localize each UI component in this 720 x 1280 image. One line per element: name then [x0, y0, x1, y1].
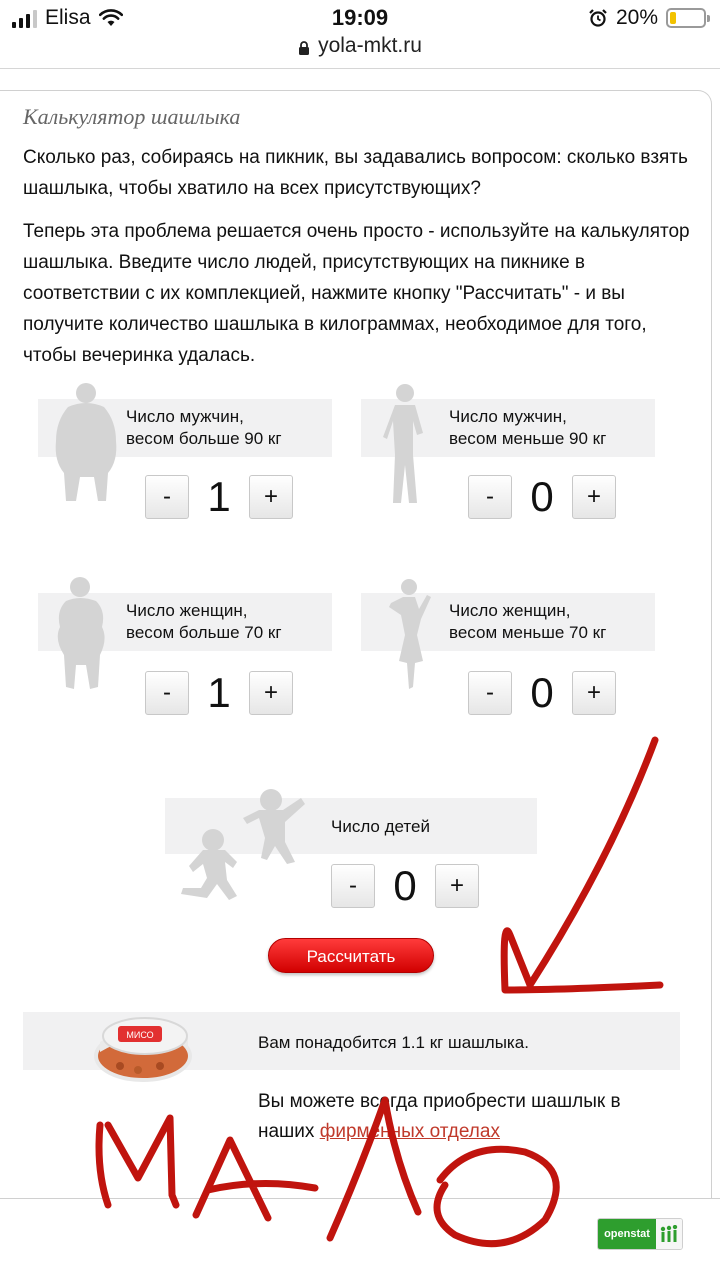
carrier-name: Elisa: [45, 6, 91, 29]
women-light-plus-button[interactable]: +: [572, 671, 616, 715]
men-heavy-value: 1: [207, 473, 231, 520]
women-light-block: [361, 593, 655, 733]
men-heavy-counter: [145, 473, 293, 521]
women-light-value: 0: [530, 669, 554, 716]
men-light-block: [361, 399, 655, 539]
women-heavy-label: Число женщин, весом больше 70 кг: [126, 601, 282, 642]
battery-percent: 20%: [615, 6, 658, 29]
openstat-counter-badge[interactable]: openstat: [597, 1218, 683, 1250]
calculate-button[interactable]: Рассчитать: [268, 938, 434, 973]
svg-text:MИСО: MИСО: [126, 1030, 154, 1040]
instructions-paragraph: Теперь эта проблема решается очень просто - используйте на калькулятор шашлыка. Введите число людей, присутствующих на пикнике в соответствии с их комплекцией, нажмите кнопку "Рассчитать" - и вы получите количество шашлыка в килограммах, необходимое для того, чтобы вечеринка удалась.: [23, 221, 690, 366]
status-bar: [0, 0, 720, 38]
men-heavy-minus-button[interactable]: -: [145, 475, 189, 519]
browser-divider: [0, 68, 720, 69]
slim-woman-silhouette-icon: [369, 575, 449, 715]
heavy-woman-silhouette-icon: [46, 575, 126, 715]
men-heavy-label: Число мужчин, весом больше 90 кг: [126, 407, 282, 448]
status-time: 19:09: [331, 5, 389, 30]
men-light-value: 0: [530, 473, 554, 520]
battery-icon: [666, 8, 706, 28]
men-heavy-block: [38, 399, 332, 539]
children-label: Число детей: [331, 817, 430, 836]
men-light-counter: [468, 473, 616, 521]
alarm-icon: [588, 8, 608, 28]
children-silhouette-icon: [171, 788, 311, 908]
stores-link[interactable]: фирменных отделах: [319, 1121, 500, 1142]
url-text: yola-mkt.ru: [318, 34, 422, 57]
slim-man-silhouette-icon: [369, 381, 449, 521]
children-counter: [331, 862, 479, 910]
address-bar[interactable]: [0, 34, 720, 58]
result-text: Вам понадобится 1.1 кг шашлыка.: [258, 1033, 529, 1052]
men-light-plus-button[interactable]: +: [572, 475, 616, 519]
intro-paragraph: Сколько раз, собираясь на пикник, вы задавались вопросом: сколько взять шашлыка, чтобы хватило на всех присутствующих?: [23, 147, 688, 199]
women-light-label: Число женщин, весом меньше 70 кг: [449, 601, 607, 642]
women-light-counter: [468, 669, 616, 717]
women-light-minus-button[interactable]: -: [468, 671, 512, 715]
footer-divider: [0, 1198, 720, 1199]
men-light-label: Число мужчин, весом меньше 90 кг: [449, 407, 607, 448]
women-heavy-plus-button[interactable]: +: [249, 671, 293, 715]
status-right: [588, 6, 706, 30]
heavy-man-silhouette-icon: [46, 381, 126, 521]
people-stats-icon: [659, 1225, 679, 1243]
buy-text: Вы можете всегда приобрести шашлык в наших фирменных отделах: [258, 1091, 621, 1142]
women-heavy-value: 1: [207, 669, 231, 716]
lock-icon: [298, 41, 310, 56]
men-light-minus-button[interactable]: -: [468, 475, 512, 519]
page-title: Калькулятор шашлыка: [23, 104, 241, 129]
shashlik-container-image: [90, 1006, 196, 1084]
children-plus-button[interactable]: +: [435, 864, 479, 908]
women-heavy-minus-button[interactable]: -: [145, 671, 189, 715]
children-block: [165, 798, 537, 908]
men-heavy-plus-button[interactable]: +: [249, 475, 293, 519]
children-minus-button[interactable]: -: [331, 864, 375, 908]
women-heavy-counter: [145, 669, 293, 717]
children-value: 0: [393, 862, 417, 909]
women-heavy-block: [38, 593, 332, 733]
